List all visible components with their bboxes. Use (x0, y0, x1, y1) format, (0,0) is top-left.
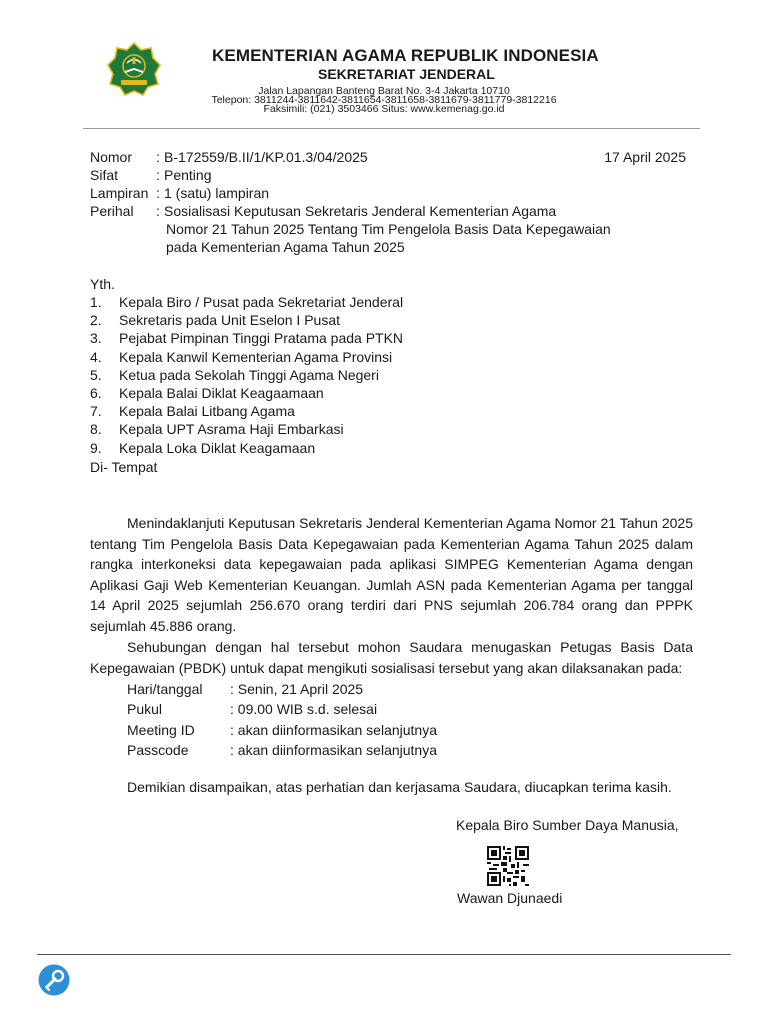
nomor-colon: : (156, 149, 160, 165)
signatory-name: Wawan Djunaedi (457, 890, 563, 906)
list-text: Pejabat Pimpinan Tinggi Pratama pada PTKN (119, 330, 404, 347)
list-text: Kepala UPT Asrama Haji Embarkasi (119, 421, 344, 438)
nomor-label: Nomor (90, 149, 133, 165)
closing-sentence: Demikian disampaikan, atas perhatian dan kerjasama Saudara, diucapkan terima kasih. (127, 779, 672, 795)
perihal-line-2: Nomor 21 Tahun 2025 Tentang Tim Pengelola Basis Data Kepegawaian (166, 221, 611, 237)
list-item (90, 329, 403, 347)
list-item (90, 311, 403, 329)
lampiran-label: Lampiran (90, 185, 149, 201)
recipient-list (90, 293, 403, 457)
paragraph-text: Sehubungan dengan hal tersebut mohon Saudara menugaskan Petugas Basis Data Kepegawaian (PBDK) untuk dapat mengikuti sosialisasi tersebut yang akan dilaksanakan pada: (90, 639, 693, 676)
app-badge-icon[interactable] (38, 964, 70, 996)
list-item (90, 420, 403, 438)
body-paragraph-2 (90, 637, 693, 678)
letterhead-address: Jalan Lapangan Banteng Barat No. 3-4 Jakarta 10710 (258, 85, 510, 97)
list-number: 2. (90, 312, 102, 329)
list-text: Kepala Balai Litbang Agama (119, 403, 295, 420)
detail-label: Passcode (127, 742, 189, 758)
letterhead-fax-site: Faksimili: (021) 3503466 Situs: www.kemenag.go.id (263, 103, 505, 115)
detail-label: Hari/tanggal (127, 681, 203, 697)
salutation: Yth. (90, 276, 115, 292)
paragraph-text: Menindaklanjuti Keputusan Sekretaris Jenderal Kementerian Agama Nomor 21 Tahun 2025 tentang Tim Pengelola Basis Data Kepegawaian pada Kementerian Agama Tahun 2025 dalam rangka interkoneksi data kepegawaian pada aplikasi SIMPEG Kementerian Agama dengan Aplikasi Gaji Web Kementerian Keuangan. Jumlah ASN pada Kementerian Agama per tanggal 14 April 2025 sejumlah 256.670 orang terdiri dari PNS sejumlah 206.784 orang dan PPPK sejumlah 45.886 orang. (90, 515, 693, 634)
lampiran-colon: : (156, 185, 160, 201)
list-text: Kepala Kanwil Kementerian Agama Provinsi (119, 348, 393, 365)
list-number: 4. (90, 348, 102, 365)
detail-label: Pukul (127, 701, 163, 717)
list-number: 6. (90, 385, 102, 402)
signatory-title: Kepala Biro Sumber Daya Manusia, (456, 817, 679, 833)
body-paragraph-1 (90, 513, 693, 637)
recipient-place: Di- Tempat (90, 459, 158, 475)
list-text: Kepala Biro / Pusat pada Sekretariat Jenderal (119, 294, 404, 310)
list-number: 3. (90, 330, 102, 347)
sifat-colon: : (156, 167, 160, 183)
nomor-value: B-172559/B.II/1/KP.01.3/04/2025 (164, 149, 368, 165)
footer-divider (37, 954, 731, 955)
lampiran-value: 1 (satu) lampiran (164, 185, 270, 201)
letterhead-divider (83, 128, 700, 129)
list-number: 7. (90, 403, 102, 420)
list-item (90, 402, 403, 420)
letter-date: 17 April 2025 (604, 149, 686, 165)
perihal-line-3: pada Kementerian Agama Tahun 2025 (166, 239, 405, 255)
detail-value: : akan diinformasikan selanjutnya (230, 742, 438, 758)
list-item (90, 348, 403, 366)
detail-label: Meeting ID (127, 722, 195, 738)
sifat-label: Sifat (90, 167, 119, 183)
list-number: 9. (90, 439, 102, 456)
list-item (90, 293, 403, 311)
list-text: Ketua pada Sekolah Tinggi Agama Negeri (119, 366, 379, 383)
list-number: 5. (90, 366, 102, 383)
list-item (90, 439, 403, 457)
letterhead-phone: Telepon: 3811244-3811642-3811654-3811658-3811679-3811779-3812216 (211, 94, 557, 106)
list-item (90, 366, 403, 384)
ministry-name: KEMENTERIAN AGAMA REPUBLIK INDONESIA (212, 46, 599, 65)
list-number: 8. (90, 421, 102, 438)
list-item (90, 384, 403, 402)
detail-value: : Senin, 21 April 2025 (230, 681, 364, 697)
list-number: 1. (90, 294, 102, 310)
qr-code-icon (487, 846, 529, 886)
list-text: Kepala Loka Diklat Keagamaan (119, 439, 316, 456)
list-text: Kepala Balai Diklat Keagaamaan (119, 385, 324, 402)
sifat-value: Penting (164, 167, 212, 183)
unit-name: SEKRETARIAT JENDERAL (318, 66, 495, 82)
list-text: Sekretaris pada Unit Eselon I Pusat (119, 312, 341, 329)
perihal-line-1: Sosialisasi Keputusan Sekretaris Jenderal Kementerian Agama (164, 203, 557, 219)
detail-value: : akan diinformasikan selanjutnya (230, 722, 438, 738)
perihal-label: Perihal (90, 203, 134, 219)
detail-value: : 09.00 WIB s.d. selesai (230, 701, 378, 717)
perihal-colon: : (156, 203, 160, 219)
